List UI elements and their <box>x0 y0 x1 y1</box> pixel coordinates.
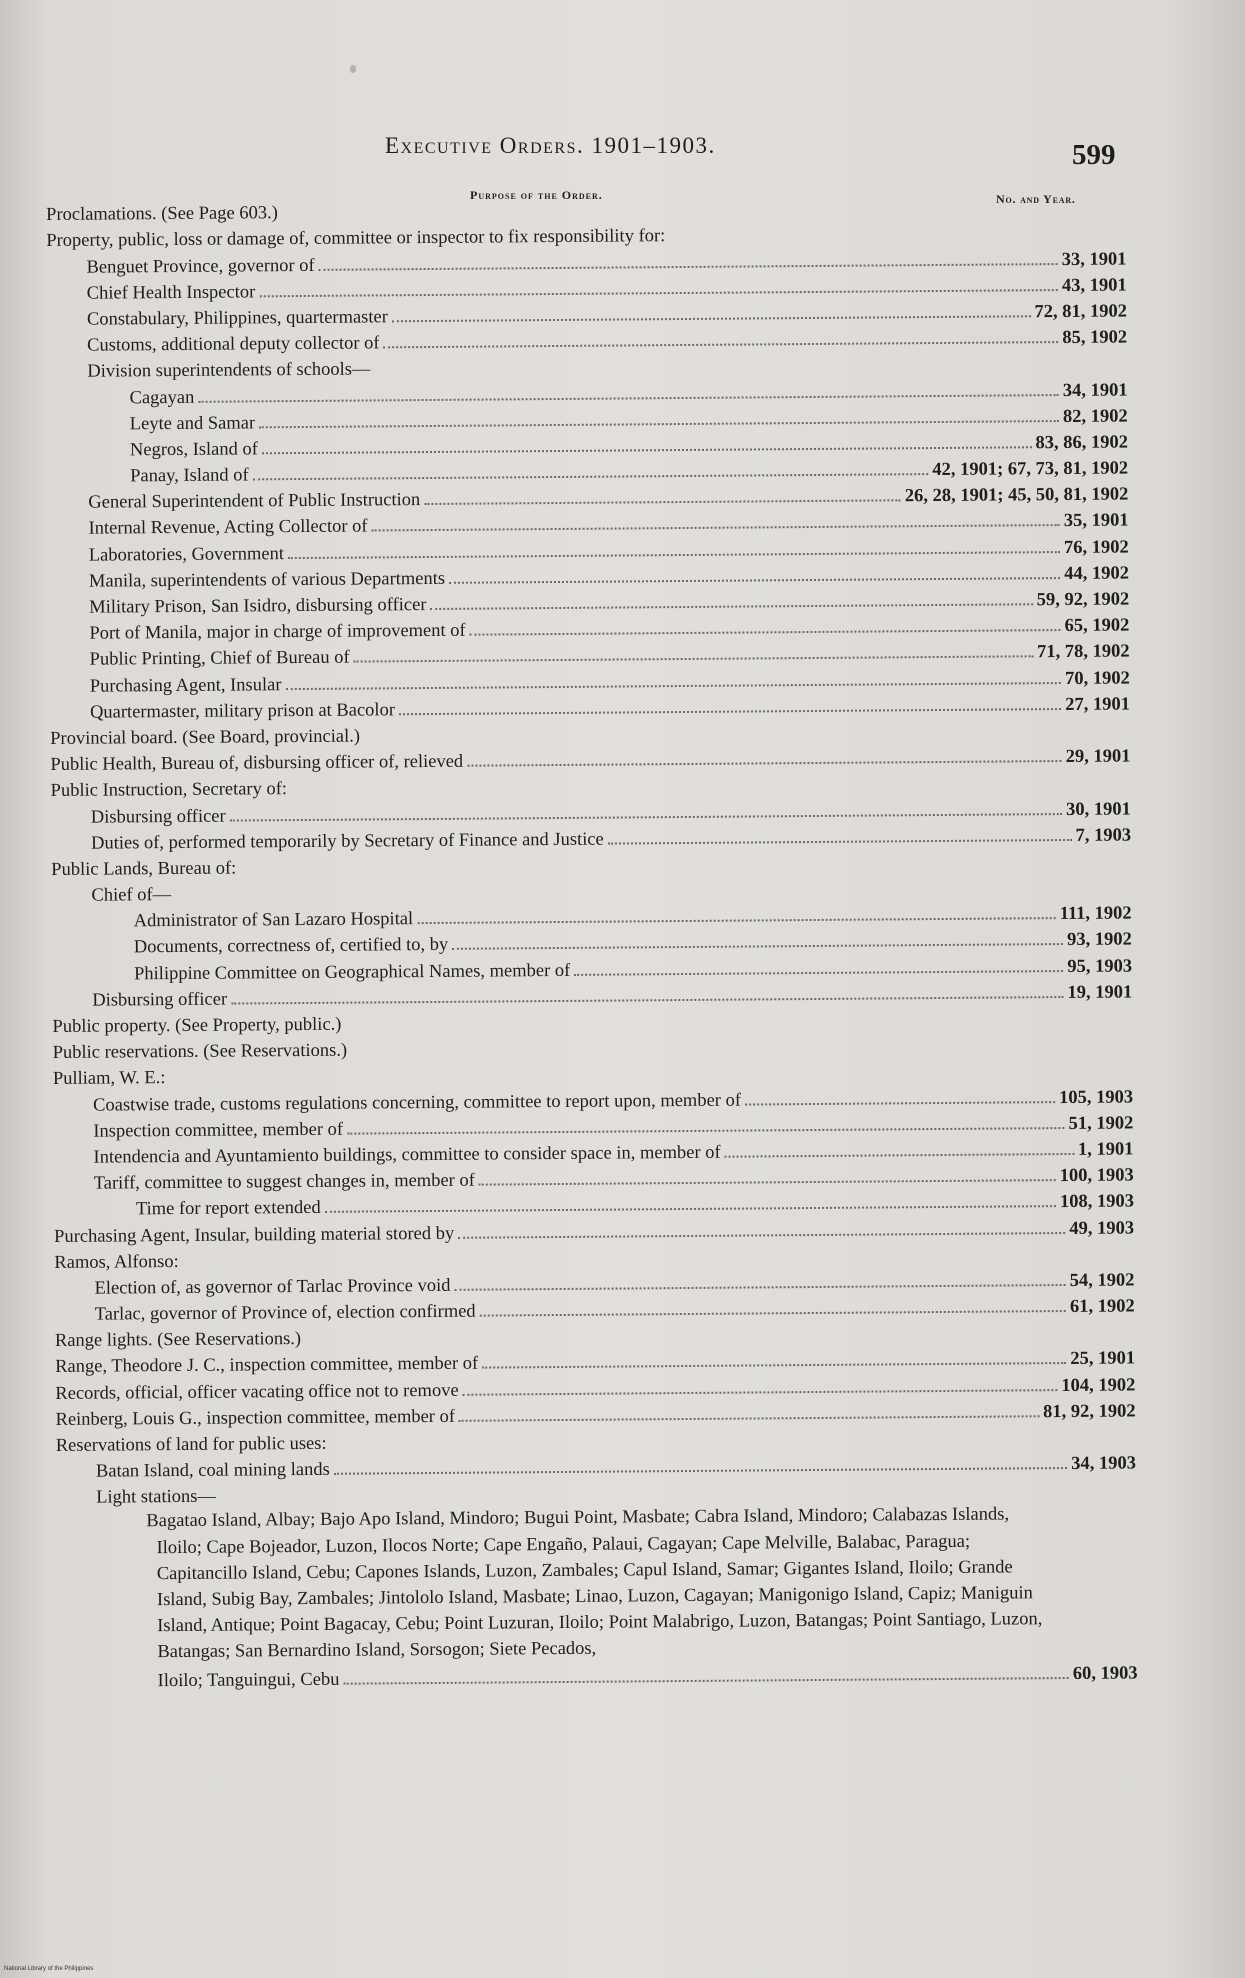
entry-text: Tarlac, governor of Province of, election confirmed <box>94 1301 476 1325</box>
order-number: 104, 1902 <box>1061 1375 1136 1396</box>
dot-leader <box>343 1677 1068 1685</box>
entry-text: Public Printing, Chief of Bureau of <box>89 648 350 671</box>
entry-text: Tariff, committee to suggest changes in, member of <box>93 1170 475 1194</box>
dot-leader <box>253 473 929 480</box>
no-year-column-heading: No. and Year. <box>996 192 1076 206</box>
order-number: 72, 81, 1902 <box>1034 301 1127 323</box>
entry-text: Chief Health Inspector <box>86 282 256 304</box>
entry-text: Constabulary, Philippines, quartermaster <box>86 307 388 330</box>
entry-text: Benguet Province, governor of <box>86 255 315 278</box>
dot-leader <box>725 1153 1074 1158</box>
entry-text: Chief of— <box>91 885 172 906</box>
entry-text: Purchasing Agent, Insular, building material stored by <box>54 1223 455 1247</box>
entry-text: Military Prison, San Isidro, disbursing officer <box>89 595 427 618</box>
dot-leader <box>198 394 1059 403</box>
entry-text: Quartermaster, military prison at Bacolor <box>89 700 396 723</box>
dot-leader <box>354 656 1033 663</box>
dot-leader <box>288 551 1060 559</box>
dot-leader <box>574 970 1063 976</box>
entry-text: Cagayan <box>129 387 195 408</box>
order-number: 34, 1901 <box>1062 380 1128 401</box>
dot-leader <box>259 289 1058 297</box>
running-head <box>0 133 1245 173</box>
order-number: 54, 1902 <box>1069 1270 1135 1291</box>
entry-text: Intendencia and Ayuntamiento buildings, committee to consider space in, member of <box>93 1142 721 1168</box>
light-stations-text: Bagatao Island, Albay; Bajo Apo Island, Mindoro; Bugui Point, Masbate; Cabra Island, Mindoro; Calabazas Islands, Iloilo; Cape Bojeador, Luzon, Ilocos Norte; Cape Engaño, Palaui, Cagayan; Cape Melville, Balabac, Paragua; Capitancillo Island, Cebu; Capones Islands, Luzon, Zambales; Capul Island, Samar; Gigantes Island, Iloilo; Grande Island, Subig Bay, Zambales; Jintololo Island, Masbate; Linao, Luzon, Cagayan; Manigonigo Island, Capiz; Maniguin Island, Antique; Point Bagacay, Cebu; Point Luzuran, Iloilo; Point Malabrigo, Luzon, Batangas; Point Santiago, Luzon, Batangas; San Bernardino Island, Sorsogon; Siete Pecados, <box>146 1504 1043 1663</box>
dot-leader <box>482 1362 1066 1369</box>
dot-leader <box>430 603 1032 610</box>
entry-text: Duties of, performed temporarily by Secretary of Finance and Justice <box>90 829 604 854</box>
dot-leader <box>479 1179 1056 1186</box>
entry-text: Reservations of land for public uses: <box>55 1433 327 1456</box>
entry-text: Public Instruction, Secretary of: <box>50 779 288 802</box>
entry-text: Leyte and Samar <box>129 413 256 435</box>
entry-list <box>46 192 1136 1510</box>
entry-text: Property, public, loss or damage of, committee or inspector to fix responsibility for: <box>46 226 666 252</box>
entry-text: Laboratories, Government <box>88 543 285 566</box>
order-number: 26, 28, 1901; 45, 50, 81, 1902 <box>904 484 1129 507</box>
dot-leader <box>231 996 1063 1005</box>
order-number: 43, 1901 <box>1061 275 1127 296</box>
scan-footer: National Library of the Philippines <box>4 1966 94 1972</box>
light-stations-paragraph <box>56 1501 1057 1666</box>
index-entries <box>46 192 1138 1693</box>
order-number: 61, 1902 <box>1069 1296 1135 1318</box>
order-number: 7, 1903 <box>1075 825 1132 846</box>
order-number: 105, 1903 <box>1059 1087 1134 1108</box>
entry-text: Provincial board. (See Board, provincial.) <box>50 726 361 749</box>
entry-text: Purchasing Agent, Insular <box>89 674 282 697</box>
entry-text: General Superintendent of Public Instruction <box>88 490 421 513</box>
dot-leader <box>334 1467 1067 1475</box>
order-number: 19, 1901 <box>1067 982 1133 1003</box>
entry-text: Pulliam, W. E.: <box>52 1068 166 1090</box>
dot-leader <box>262 446 1032 454</box>
dot-leader <box>608 839 1072 845</box>
order-number: 65, 1902 <box>1064 615 1130 637</box>
dot-leader <box>424 500 901 506</box>
dot-leader <box>745 1101 1055 1105</box>
entry-text: Philippine Committee on Geographical Names, member of <box>134 960 571 984</box>
dot-leader <box>347 1127 1065 1135</box>
entry-text: Documents, correctness of, certified to, by <box>133 935 449 958</box>
order-number: 83, 86, 1902 <box>1035 432 1129 454</box>
entry-text: Public Lands, Bureau of: <box>51 858 237 880</box>
dot-leader <box>230 813 1062 822</box>
order-number: 111, 1902 <box>1059 903 1132 925</box>
order-number: 100, 1903 <box>1059 1165 1134 1187</box>
entry-text: Ramos, Alfonso: <box>54 1251 179 1273</box>
entry-text: Batan Island, coal mining lands <box>95 1459 330 1482</box>
entry-text: Public property. (See Property, public.) <box>52 1014 342 1037</box>
entry-text: Public reservations. (See Reservations.) <box>52 1040 348 1064</box>
dot-leader <box>458 1232 1065 1239</box>
dot-leader <box>319 263 1058 271</box>
dot-leader <box>392 315 1031 322</box>
dot-leader <box>325 1205 1056 1213</box>
running-head-title: Executive Orders. 1901–1903. <box>385 133 716 158</box>
order-number: 59, 92, 1902 <box>1036 589 1130 611</box>
dot-leader <box>399 708 1061 715</box>
entry-text: Reinberg, Louis G., inspection committee, member of <box>55 1406 456 1430</box>
purpose-column-heading: Purpose of the Order. <box>470 188 603 202</box>
entry-text: Inspection committee, member of <box>93 1119 344 1142</box>
entry-text: Time for report extended <box>135 1198 321 1220</box>
dot-leader <box>449 577 1060 584</box>
entry-text: Records, official, officer vacating office not to remove <box>55 1380 459 1404</box>
dot-leader <box>259 420 1059 428</box>
order-number: 76, 1902 <box>1063 537 1129 558</box>
order-number: 44, 1902 <box>1064 563 1130 584</box>
order-number: 85, 1902 <box>1062 327 1128 349</box>
entry-text: Light stations— <box>96 1487 217 1509</box>
dot-leader <box>285 682 1061 690</box>
entry-text: Port of Manila, major in charge of improvement of <box>89 620 466 644</box>
order-number: 108, 1903 <box>1059 1191 1134 1213</box>
entry-text: Administrator of San Lazaro Hospital <box>133 909 414 932</box>
order-number: 25, 1901 <box>1070 1348 1136 1370</box>
entry-text: Range lights. (See Reservations.) <box>54 1329 302 1352</box>
entry-text: Manila, superintendents of various Departments <box>88 568 446 592</box>
dot-leader <box>463 1389 1058 1396</box>
order-number: 1, 1901 <box>1077 1139 1134 1160</box>
order-number: 35, 1901 <box>1063 510 1129 532</box>
page-number: 599 <box>1072 139 1116 171</box>
dot-leader <box>454 1284 1065 1291</box>
order-number: 71, 78, 1902 <box>1037 641 1130 663</box>
order-number: 33, 1901 <box>1061 249 1127 270</box>
entry-text: Disbursing officer <box>90 806 226 828</box>
order-number: 51, 1902 <box>1068 1113 1134 1134</box>
entry-text: Election of, as governor of Tarlac Province void <box>94 1275 451 1299</box>
dot-leader <box>480 1310 1066 1317</box>
order-number: 42, 1901; 67, 73, 81, 1902 <box>932 458 1129 481</box>
order-number: 60, 1903 <box>1072 1663 1138 1684</box>
order-number: 29, 1901 <box>1065 746 1131 768</box>
order-number: 49, 1903 <box>1069 1217 1135 1239</box>
dot-leader <box>470 629 1061 636</box>
dot-leader <box>452 943 1063 950</box>
dot-leader <box>384 341 1059 348</box>
order-number: 27, 1901 <box>1065 694 1131 715</box>
entry-text: Customs, additional deputy collector of <box>87 333 380 356</box>
entry-text: Coastwise trade, customs regulations concerning, committee to report upon, member of <box>93 1090 742 1116</box>
entry-text: Panay, Island of <box>130 465 249 487</box>
order-number: 34, 1903 <box>1071 1453 1137 1475</box>
entry-text: Internal Revenue, Acting Collector of <box>88 516 368 540</box>
entry-text: Public Health, Bureau of, disbursing officer of, relieved <box>50 751 464 776</box>
entry-text: Range, Theodore J. C., inspection committee, member of <box>55 1354 479 1378</box>
order-number: 30, 1901 <box>1065 798 1131 820</box>
order-number: 93, 1902 <box>1067 929 1132 951</box>
order-number: 81, 92, 1902 <box>1042 1401 1136 1423</box>
dot-leader <box>467 760 1062 767</box>
dot-leader <box>459 1415 1039 1422</box>
order-number: 70, 1902 <box>1064 668 1130 689</box>
order-number: 82, 1902 <box>1062 406 1128 427</box>
entry-text: Division superintendents of schools— <box>87 359 371 382</box>
light-stations-last-text: Iloilo; Tanguingui, Cebu <box>157 1669 340 1691</box>
entry-text: Negros, Island of <box>129 439 258 461</box>
dot-leader <box>372 524 1060 531</box>
order-number: 95, 1903 <box>1067 956 1133 977</box>
entry-text: Proclamations. (See Page 603.) <box>46 203 278 226</box>
entry-text: Disbursing officer <box>92 989 228 1011</box>
dot-leader <box>417 917 1056 924</box>
scan-speck <box>350 65 356 73</box>
